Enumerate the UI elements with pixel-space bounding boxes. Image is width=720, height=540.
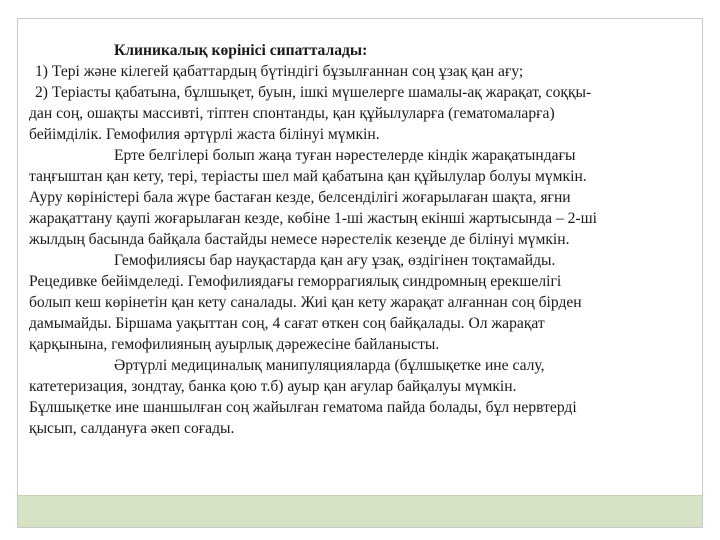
paragraph-bleeding: Гемофилиясы бар науқастарда қан ағу ұзақ, өздігінен тоқтамайды. <box>114 252 556 269</box>
text-line: Рецедивке бейімделеді. Гемофилиядағы геморрагиялық синдромның ерекшелігі <box>29 273 562 290</box>
list-item-1: 1) Тері және кілегей қабаттардың бүтіндігі бұзылғаннан соң ұзақ қан ағу; <box>35 63 524 80</box>
text-line: болып кеш көрінетін қан кету саналады. Жиі қан кету жарақат алғаннан соң бірден <box>29 294 582 311</box>
text-line: қысып, салдануға әкеп соғады. <box>29 420 235 437</box>
text-line: жылдың басында байқала бастайды немесе нәрестелік кезеңде де білінуі мүмкін. <box>29 231 570 248</box>
text-line: дан соң, ошақты массивті, тіптен спонтанды, қан құйылуларға (гематомаларға) <box>29 105 555 122</box>
text-line: қарқынына, гемофилияның ауырлық дәрежесіне байланысты. <box>29 336 440 353</box>
text-line: Ауру көріністері бала жүре бастаған кезде, белсенділігі жоғарылаған шақта, яғни <box>29 189 571 206</box>
text-line: жарақаттану қаупі жоғарылаған кезде, көбіне 1-ші жастың екінші жартысында – 2-ші <box>29 210 597 227</box>
document-heading: Клиникалық көрінісі сипатталады: <box>114 42 368 59</box>
paragraph-early-signs: Ерте белгілері болып жаңа туған нәрестелерде кіндік жарақатындағы <box>114 147 576 164</box>
list-item-2: 2) Теріасты қабатына, бұлшықет, буын, ішкі мүшелерге шамалы-ақ жарақат, соққы- <box>35 84 592 101</box>
footer-band <box>18 495 702 527</box>
text-line: бейімділік. Гемофилия әртүрлі жаста білінуі мүмкін. <box>29 126 380 143</box>
document-page <box>17 18 703 528</box>
paragraph-manipulations: Әртүрлі медициналық манипуляцияларда (бұлшықетке ине салу, <box>114 357 545 374</box>
text-line: дамымайды. Біршама уақыттан соң, 4 сағат өткен соң байқалады. Ол жарақат <box>29 315 545 332</box>
document-body <box>29 40 699 439</box>
text-line: Бұлшықетке ине шаншылған соң жайылған гематома пайда болады, бұл нервтерді <box>29 399 577 416</box>
text-line: катетеризация, зондтау, банка қою т.б) ауыр қан ағулар байқалуы мүмкін. <box>29 378 517 395</box>
text-line: таңғыштан қан кету, тері, теріасты шел май қабатына қан құйылулар болуы мүмкін. <box>29 168 587 185</box>
